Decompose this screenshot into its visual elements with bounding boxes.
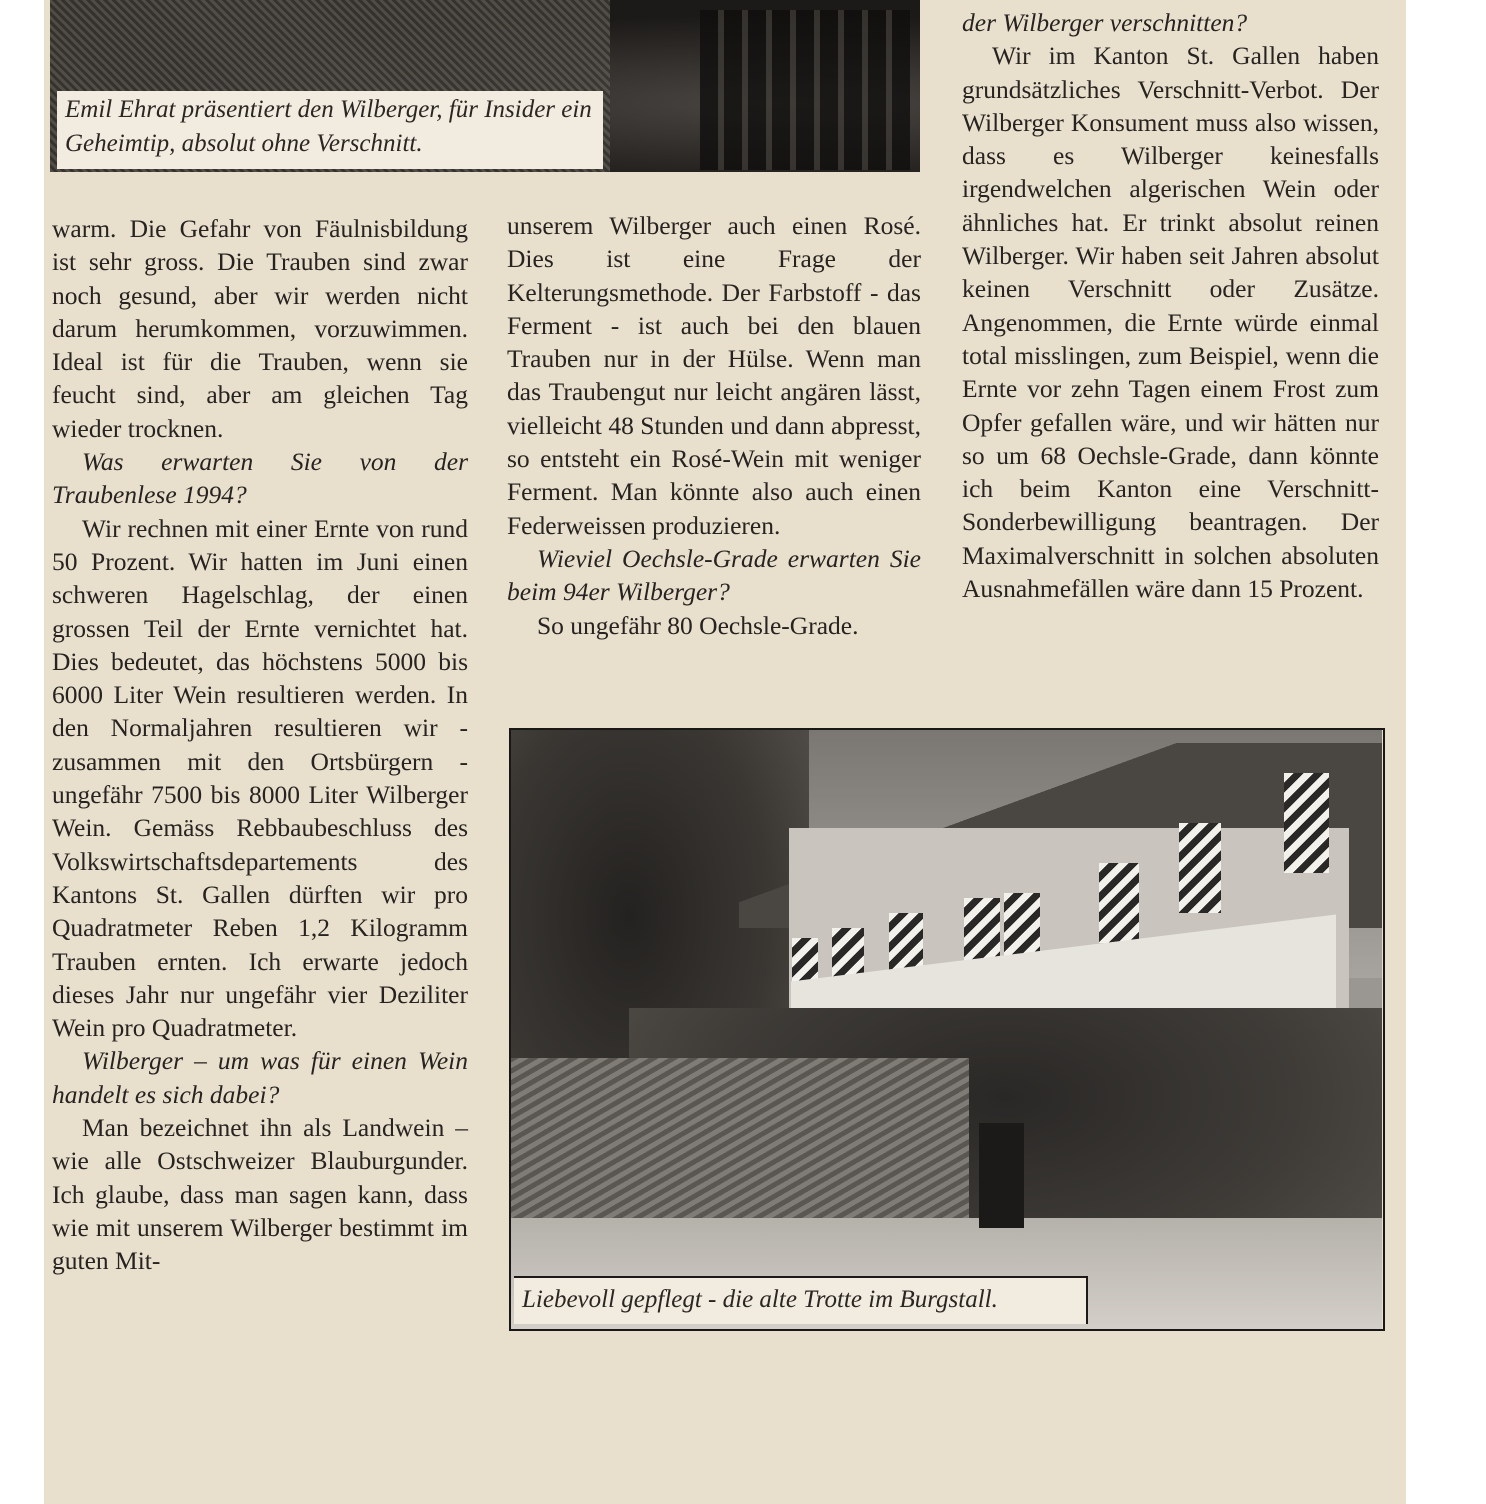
article-column-1 <box>52 212 468 1278</box>
paragraph: Wir im Kanton St. Gallen haben grundsätzliches Verschnitt-Verbot. Der Wilberger Konsument muss also wissen, dass es Wilberger keinesfalls irgendwelchen algerischen Wein oder ähnliches hat. Er trinkt absolut reinen Wilberger. Wir haben seit Jahren absolut keinen Verschnitt oder Zusätze. Angenommen, die Ernte würde einmal total misslingen, zum Beispiel, wenn die Ernte vor zehn Tagen einem Frost zum Opfer gefallen wäre, und wir hätten nur so um 68 Oechsle-Grade, dann könnte ich beim Kanton eine Verschnitt-Sonderbewilligung beantragen. Der Maximalverschnitt in solchen absoluten Ausnahmefällen wäre dann 15 Prozent. <box>962 41 1379 604</box>
paragraph: unserem Wilberger auch einen Rosé. Dies ist eine Frage der Kelterungsmethode. Der Farbstoff - das Ferment - ist auch bei den blauen Trauben nur in der Hülse. Wenn man das Traubengut nur leicht angären lässt, vielleicht 48 Stunden und dann abpresst, so entsteht ein Rosé-Wein mit weniger Ferment. Man könnte also auch einen Federweissen produzieren. <box>507 211 921 540</box>
interview-question: Wilberger – um was für einen Wein handelt es sich dabei? <box>52 1046 468 1109</box>
caption-bottom: Liebevoll gepflegt - die alte Trotte im Burgstall. <box>514 1276 1088 1324</box>
interview-question: Wieviel Oechsle-Grade erwarten Sie beim 94er Wilberger? <box>507 543 921 607</box>
clipping-edge <box>1398 0 1406 670</box>
article-column-2 <box>507 209 921 642</box>
photo-frame <box>509 728 1385 1331</box>
caption-top: Emil Ehrat präsentiert den Wilberger, für Insider ein Geheimtip, absolut ohne Verschnitt. <box>57 91 603 169</box>
paragraph: Wir rechnen mit einer Ernte von rund 50 Prozent. Wir hatten im Juni einen schweren Hagelschlag, der einen grossen Teil der Ernte vernichtet hat. Dies bedeutet, das höchstens 5000 bis 6000 Liter Wein resultieren werden. In den Normaljahren resultieren wir - zusammen mit den Ortsbürgern - ungefähr 7500 bis 8000 Liter Wilberger Wein. Gemäss Rebbaubeschluss des Volkswirtschaftsdepartements des Kantons St. Gallen dürften wir pro Quadratmeter Reben 1,2 Kilogramm Trauben ernten. Ich erwarte jedoch dieses Jahr nur ungefähr vier Deziliter Wein pro Quadratmeter. <box>52 513 468 1043</box>
interview-question: der Wilberger verschnitten? <box>962 8 1248 37</box>
interview-question: Was erwarten Sie von der Traubenlese 1994? <box>52 447 468 510</box>
paragraph: Man bezeichnet ihn als Landwein – wie alle Ostschweizer Blauburgunder. Ich glaube, dass man sagen kann, dass wie mit unserem Wilberger bestimmt im guten Mit- <box>52 1113 468 1276</box>
paragraph: warm. Die Gefahr von Fäulnisbildung ist sehr gross. Die Trauben sind zwar noch gesund, aber wir werden nicht darum herumkommen, vorzuwimmen. Ideal ist für die Trauben, wenn sie feucht sind, aber am gleichen Tag wieder trocknen. <box>52 214 468 443</box>
photo-detail-bottles <box>700 10 910 170</box>
paragraph: So ungefähr 80 Oechsle-Grade. <box>537 610 859 640</box>
article-column-3 <box>962 6 1379 605</box>
